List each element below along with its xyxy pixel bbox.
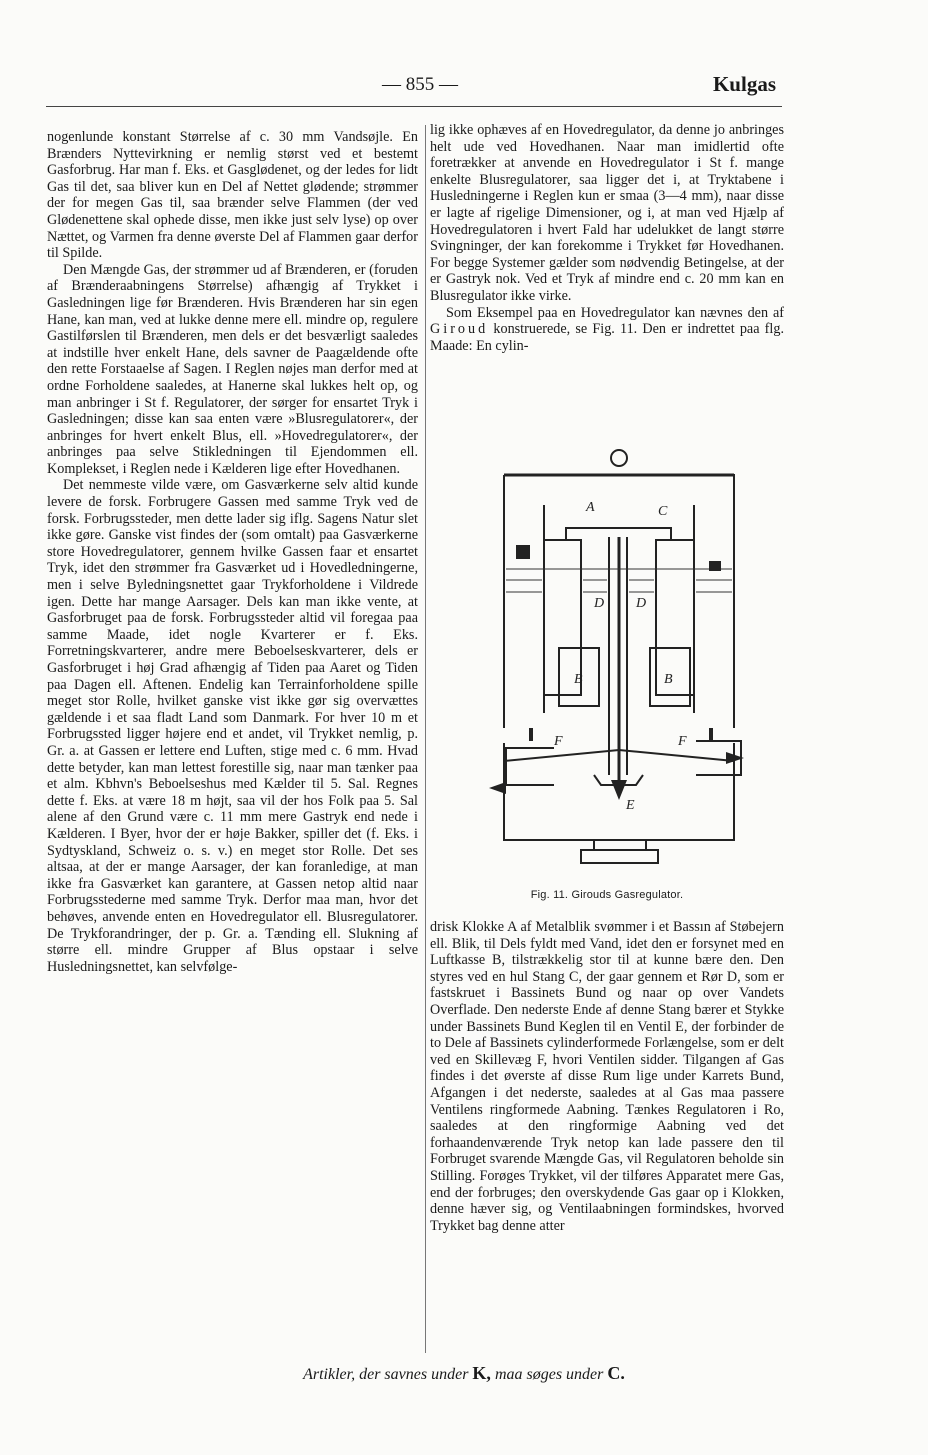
column-divider (425, 125, 426, 1353)
inventor-name: Giroud (430, 321, 489, 338)
label-d: D (594, 596, 605, 611)
label-d-right: D (636, 596, 647, 611)
page-footer: Artikler, der savnes under K, maa søges under C. (303, 1363, 625, 1383)
paragraph: lig ikke ophæves af en Hovedregulator, da denne jo anbringes helt ude ved Hovedhanen. Naar man imidlertid ofte foretrækker at anvende en Hovedregulator i St f. mange enkelte Blusregulatorer, saa ligger det i, at Tryktabene i Husledningerne i Reglen kun er smaa (3—4 mm), naar disse er lagte af rigelige Dimensioner, og i, at man ved Hjælp af Hovedregulatoren i hvert Fald har udelukket de langt større Svingninger, der kan forekomme i Trykket før Hovedhanen. For begge Systemer gælder som nødvendig Betingelse, at der er Gastryk nok. Ved et Tryk af mindre end c. 20 mm kan en Blusregulator ikke virke. (430, 122, 784, 304)
label-b-right: B (664, 672, 673, 687)
label-a: A (586, 500, 595, 515)
label-c: C (658, 504, 668, 519)
regulator-diagram (486, 445, 758, 870)
paragraph: nogenlunde konstant Størrelse af c. 30 mm Vandsøjle. En Brænders Nyttevirkning er nemlig størst ved et bestemt Gasforbrug. Har man f. Eks. et Gasglødenet, og der ledes for lidt Gas til det, saa bliver kun en Del af Nettet glødende; strømmer der for megen Gas til, saa brænder selve Flammen (der ved Glødenettene skal ophede disse, men ikke just selv lyse) op over Nættet, og Varmen fra denne øverste Del af Flammen gaar derfor til Spilde. (47, 129, 418, 262)
page-header (0, 74, 928, 104)
figure-caption: Fig. 11. Girouds Gasregulator. (530, 889, 684, 901)
paragraph: drisk Klokke A af Metalblik svømmer i et Bassın af Støbejern ell. Blik, til Dels fyldt med Vand, idet den er forsynet med en Luftkasse B, tilstrækkelig stor til at kunne bære den. Den styres ved en hul Stang C, der gaar gennem et Rør D, som er fastskruet i Bassinets Bund og naar op over Vandets Overflade. Den nederste Ende af denne Stang bærer et Stykke under Bassinets Bund Keglen til en Ventil E, der forbinder de to Dele af Bassinets cylinderformede Forlængelse, som er delt ved en Skillevæg F, hvori Ventilen sidder. Tilgangen af Gas findes i det øverste af disse Rum lige under Karrets Bund, Afgangen i det nederste, saaledes at al Gas maa passere Ventilens ringformede Aabning. Tænkes Regulatoren i Ro, saaledes at den ringformige Aabning ved det forhaandenværende Tryk netop kan lade passere den til Forbruget svarende Mængde Gas, vil Regulatoren beholde sin Stilling. Forøges Trykket, vil der tilføres Apparatet mere Gas, end der forbruges; den overskydende Gas gaar op i Klokken, denne hæver sig, og Ventilaabningen formindskes, hvorved Trykket bag denne atter (430, 919, 784, 1234)
label-f: F (554, 734, 563, 749)
label-e: E (626, 798, 635, 813)
running-title: Kulgas (712, 72, 776, 96)
paragraph: Den Mængde Gas, der strømmer ud af Brænderen, er (foruden af Brænderaabningens Størrelse) afhængig af Trykket i Gasledningen lige før Brænderen. Hvis Brænderen har sin egen Hane, kan man, ved at lukke denne mere ell. mindre op, regulere Gastilførslen til Brænderen, men dels er det besværligt saaledes at indstille hver enkelt Hane, dels savner de Paagældende ofte den rette Forstaaelse af Sagen. I Reglen nøjes man derfor med at ordne Forholdene saaledes, at Hanerne skal lukkes helt op, og man anbringer i St f. Regulatorer, der sørger for ensartet Tryk i Gasledningen; disse kan saa enten være »Blusregulatorer«, der anbringes for hvert enkelt Blus, ell. »Hovedregulatorer«, der anbringes paa selve Stikledningen til Ejendommen ell. Komplekset, i Reglen nede i Kælderen lige efter Hovedhanen. (47, 261, 418, 477)
page-number: — 855 — (382, 74, 458, 95)
label-f-right: F (678, 734, 687, 749)
left-column (47, 129, 418, 975)
regulator-figure (486, 445, 758, 870)
right-column-bottom (430, 919, 784, 1234)
example-paragraph: Som Eksempel paa en Hovedregulator kan nævnes den af Giroud konstruerede, se Fig. 11. Den er indrettet paa flg. Maade: En cylin- (430, 304, 784, 354)
header-rule (46, 106, 782, 107)
label-b: B (574, 672, 583, 687)
right-column-top (430, 122, 784, 354)
paragraph: Det nemmeste vilde være, om Gasværkerne selv altid kunde levere de forsk. Forbrugere Gassen med samme Tryk ved de forsk. Forbrugssteder, men dette lader sig iflg. Sagens Natur slet ikke gøre. Ganske vist findes der (som omtalt) paa Gasværkerne store Hovedregulatorer, gennem hvilke Gassen faar et ensartet Tryk, idet den strømmer fra Gasværket ud i Hovedledningerne, men i selve Byledningsnettet gaar Trykforholdene i Vildrede igen. Dette har mange Aarsager. Dels kan man ikke vente, at Gasforbruget paa de forsk. Forbrugssteder altid vil foregaa paa samme Maade, idet nogle Kvarterer er f. Eks. Forretningskvarterer, andre mere Beboelseskvarterer, dels er Gasforbruget i høj Grad afhængig af Tiden paa Aaret og Tiden paa Dagen ell. Aftenen. Endelig kan Terrainforholdene spille meget stor Rolle, hvilket ganske vist ikke gør sig overvættes gældende i et saa fladt Land som Danmark. For hver 10 m et Forbrugssted ligger højere end et andet, vil Trykket nemlig, p. Gr. a. at Gassen er lettere end Luften, stige med c. 6 mm. Hvad dette betyder, kan man lettest forestille sig, naar man tænker paa et alm. Kbhvn's Beboelseshus med Kælder til 5. Sal. Regnes dette f. Eks. at være 18 m højt, saa vil der hos Folk paa 5. Sal alene af den Grund være c. 11 mm mere Gastryk end nede i Kælderen. I Byer, hvor der er høje Bakker, spiller det (f. Eks. i Sydtyskland, Schweiz o. s. v.) en meget stor Rolle. Det ses altsaa, at der er mange Aarsager, der kan foranledige, at man ikke fra Gasværket kan garantere, at Gassen netop altid naar Forbrugsstederne med samme Tryk. Derfor maa man, hvor det behøves, anvende enten en Hovedregulator ell. Blusregulatorer. De Trykforandringer, der p. Gr. a. Tænding ell. Slukning af større ell. mindre Grupper af Blus opstaar i selve Husledningsnettet, kan selvfølge- (47, 477, 418, 975)
